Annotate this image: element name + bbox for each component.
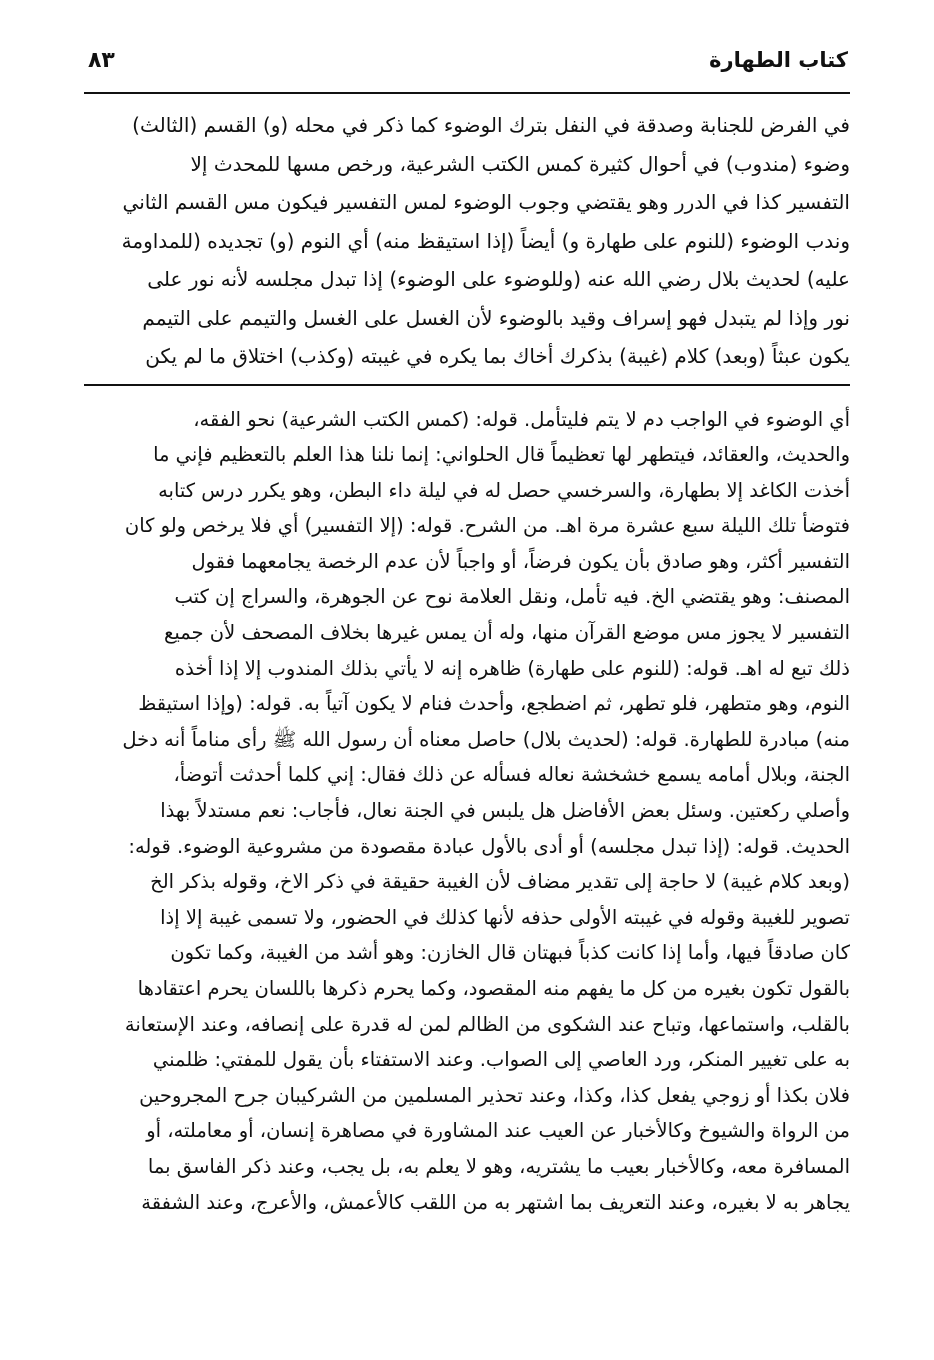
main-text-line: وضوء (مندوب) في أحوال كثيرة كمس الكتب الشرعية، ورخص مسها للمحدث إلا [190, 151, 850, 176]
commentary-line: تصوير للغيبة وقوله في غيبته الأولى حذفه لأنها كذلك في الحضور، ولا تسمى غيبة إلا إذا [160, 905, 850, 929]
main-text-line: عليه) لحديث بلال رضي الله عنه (وللوضوء على الوضوء) إذا تبدل مجلسه لأنه نور على [147, 267, 850, 291]
header-divider [84, 92, 850, 94]
commentary-line: التفسير أكثر، وهو صادق بأن يكون فرضاً، أو واجباً لأن عدم الرخصة يجامعهما فقول [191, 549, 850, 573]
main-text-line: نور وإذا لم يتبدل فهو إسراف وقيد بالوضوء لأن الغسل على الغسل والتيمم على التيمم [142, 305, 850, 330]
book-page [84, 40, 850, 1340]
main-text [84, 106, 850, 376]
commentary-text [84, 402, 850, 1221]
commentary-line: من الرواة والشيوخ وكالأخبار عن العيب عند المشاورة في مصاهرة إنسان، أو معاملته، أو [146, 1119, 850, 1143]
main-text-line: في الفرض للجنابة وصدقة في النفل بترك الوضوء كما ذكر في محله (و) القسم (الثالث) [132, 113, 850, 137]
commentary-line: بالقلب، واستماعها، وتباح عند الشكوى من الظالم لمن له قدرة على إنصافه، وعند الإستعانة [124, 1012, 850, 1036]
commentary-line: يجاهر به لا بغيره، وعند التعريف بما اشتهر به من اللقب كالأعمش، والأعرج، وعند الشفقة [141, 1190, 850, 1214]
commentary-line: الحديث. قوله: (إذا تبدل مجلسه) أو أدى بالأول عبادة مقصودة من مشروعية الوضوء. قوله: [128, 834, 850, 858]
commentary-line: الجنة، وبلال أمامه يسمع خشخشة نعاله فسأله عن ذلك فقال: إني كلما أحدثت أتوضأ، [173, 763, 850, 787]
commentary-line: النوم، وهو متطهر، فلو تطهر، ثم اضطجع، وأحدث فنام لا يكون آتياً به. قوله: (وإذا استيقظ [138, 692, 850, 716]
commentary-divider [84, 384, 850, 386]
commentary-line: أخذت الكاغد إلا بطهارة، والسرخسي حصل له في ليلة داء البطن، وهو يكرر درس كتابه [158, 478, 850, 502]
page-number: ٨٣ [88, 48, 115, 73]
main-text-line: وندب الوضوء (للنوم على طهارة و) أيضاً (إذا استيقظ منه) أي النوم (و) تجديده (للمداومة [121, 228, 850, 253]
commentary-line: وأصلي ركعتين. وسئل بعض الأفاضل هل يلبس في الجنة نعال، فأجاب: نعم مستدلاً بهذا [160, 799, 850, 823]
main-text-line: التفسير كذا في الدرر وهو يقتضي وجوب الوضوء لمس التفسير فيكون مس القسم الثاني [122, 190, 850, 214]
chapter-title: كتاب الطهارة [709, 48, 848, 72]
commentary-line: به على تغيير المنكر، ورد العاصي إلى الصواب. وعند الاستفتاء بأن يقول للمفتي: ظلمني [152, 1048, 850, 1072]
page-header [84, 40, 850, 84]
commentary-line: والحديث، والعقائد، فيتطهر لها تعظيماً قال الحلواني: إنما نلنا هذا العلم بالتعظيم فإني ما [153, 443, 850, 467]
commentary-line: ذلك تبع له اهـ. قوله: (للنوم على طهارة) ظاهره إنه لا يأتي بذلك المندوب إلا إذا أخذه [174, 656, 850, 680]
commentary-line: كان صادقاً فيها، وأما إذا كانت كذباً فبهتان قال الخازن: وهو أشد من الغيبة، وكما تكون [170, 941, 850, 965]
commentary-line: منه) مبادرة للطهارة. قوله: (لحديث بلال) حاصل معناه أن رسول الله ﷺ رأى مناماً أنه دخل [122, 727, 850, 751]
commentary-line: (وبعد كلام غيبة) لا حاجة إلى تقدير مضاف لأن الغيبة حقيقة في ذكر الاخ، وقوله بذكر الخ [150, 870, 850, 894]
main-text-line: يكون عبثاً (وبعد) كلام (غيبة) بذكرك أخاك بما يكره في غيبته (وكذب) اختلاق ما لم يكن [145, 344, 850, 368]
commentary-line: فتوضأ تلك الليلة سبع عشرة مرة اهـ. من الشرح. قوله: (إلا التفسير) أي فلا يرخص ولو كان [124, 514, 850, 538]
commentary-line: أي الوضوء في الواجب دم لا يتم فليتأمل. قوله: (كمس الكتب الشرعية) نحو الفقه، [193, 407, 850, 431]
commentary-line: المصنف: وهو يقتضي الخ. فيه تأمل، ونقل العلامة نوح عن الجوهرة، والسراج إن كتب [174, 585, 850, 609]
commentary-line: التفسير لا يجوز مس موضع القرآن منها، وله أن يمس غيرها بخلاف المصحف لأن جميع [164, 621, 850, 645]
commentary-line: المسافرة معه، وكالأخبار بعيب ما يشتريه، وهو لا يعلم به، بل يجب، وعند ذكر الفاسق بما [147, 1154, 850, 1178]
commentary-line: بالقول تكون بغيره من كل ما يفهم منه المقصود، وكما يحرم ذكرها باللسان يحرم اعتقادها [137, 977, 850, 1000]
commentary-line: فلان بكذا أو زوجي يفعل كذا، وكذا، وعند تحذير المسلمين من الشركيبان جرح المجروحين [139, 1083, 850, 1107]
